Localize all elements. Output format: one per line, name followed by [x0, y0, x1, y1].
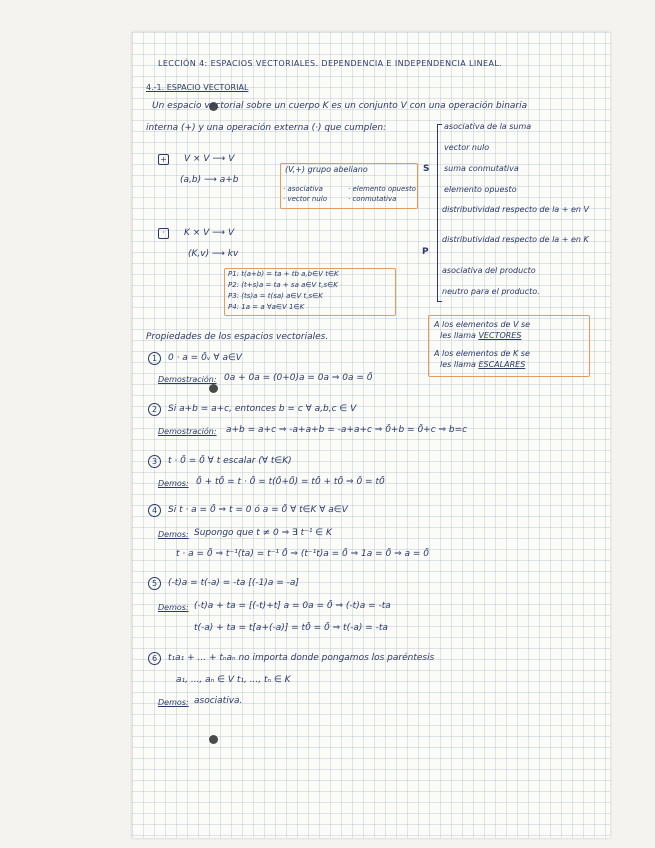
- notebook-page: [132, 32, 610, 838]
- note-escalares: ESCALARES: [478, 360, 526, 369]
- property-3-demo-label: Demos:: [158, 479, 189, 488]
- property-6-statement: t₁a₁ + ... + tₙaₙ no importa donde pongamos los paréntesis: [168, 653, 435, 663]
- page-title: LECCIÓN 4: ESPACIOS VECTORIALES. DEPENDENCIA E INDEPENDENCIA LINEAL.: [158, 59, 503, 68]
- property-6-demo: asociativa.: [194, 696, 243, 706]
- property-2-demo: a+b = a+c ⇒ -a+a+b = -a+a+c ⇒ 0̄+b = 0̄+c ⇒ b=c: [226, 425, 468, 435]
- binder-hole: [209, 384, 218, 393]
- property-number-3: 3: [148, 455, 161, 468]
- properties-heading: Propiedades de los espacios vectoriales.: [146, 332, 329, 342]
- abelian-group-title: (V,+) grupo abeliano: [285, 165, 368, 174]
- axiom-prod-3: asociativa del producto: [442, 266, 536, 275]
- property-5-statement: (-t)a = t(-a) = -ta [(-1)a = -a]: [168, 578, 299, 588]
- property-2-demo-label: Demostración:: [158, 427, 217, 436]
- property-4-statement: Si t · a = 0̄ ⇒ t = 0 ó a = 0̄ ∀ t∈K ∀ a∈V: [168, 505, 348, 515]
- abelian-item-2: · elemento opuesto: [348, 185, 416, 193]
- abelian-item-1: · asociativa: [283, 185, 323, 193]
- dot-operation-symbol: ·: [158, 228, 169, 239]
- axiom-sum-1: asociativa de la suma: [444, 122, 532, 131]
- plus-mapping: (a,b) ⟶ a+b: [180, 175, 239, 185]
- note-vectores: VECTORES: [478, 331, 522, 340]
- property-5-demo-2: t(-a) + ta = t[a+(-a)] = t0̄ = 0̄ ⇒ t(-a) = -ta: [194, 623, 388, 633]
- property-1-demo-label: Demostración:: [158, 375, 217, 384]
- property-1-demo: 0a + 0a = (0+0)a = 0a ⇒ 0a = 0̄: [224, 373, 373, 383]
- property-3-demo: 0̄ + t0̄ = t · 0̄ = t(0̄+0̄) = t0̄ + t0̄ ⇒ 0̄ = t0̄: [196, 477, 385, 487]
- property-number-2: 2: [148, 403, 161, 416]
- property-number-4: 4: [148, 504, 161, 517]
- plus-operation-symbol: +: [158, 154, 169, 165]
- property-5-demo-label: Demos:: [158, 603, 189, 612]
- property-5-demo-1: (-t)a + ta = [(-t)+t] a = 0a = 0̄ ⇒ (-t)a = -ta: [194, 601, 391, 611]
- plus-domain: V × V ⟶ V: [184, 154, 235, 164]
- property-number-1: 1: [148, 352, 161, 365]
- property-4-demo-2: t · a = 0̄ ⇒ t⁻¹(ta) = t⁻¹ 0̄ ⇒ (t⁻¹t)a = 0̄ ⇒ 1a = 0̄ ⇒ a = 0̄: [176, 549, 430, 559]
- property-4-demo-1: Supongo que t ≠ 0 ⇒ ∃ t⁻¹ ∈ K: [194, 528, 332, 538]
- product-prop-4: P4: 1a = a ∀a∈V 1∈K: [228, 303, 305, 311]
- axiom-prod-4: neutro para el producto.: [442, 287, 540, 296]
- axiom-sum-4: elemento opuesto: [444, 185, 517, 194]
- note-line-1: A los elementos de V se: [434, 320, 531, 329]
- abelian-item-3: · vector nulo: [283, 195, 327, 203]
- dot-domain: K × V ⟶ V: [184, 228, 235, 238]
- binder-hole: [209, 735, 218, 744]
- label-p: P: [422, 247, 429, 257]
- property-6-demo-label: Demos:: [158, 698, 189, 707]
- product-prop-2: P2: (t+s)a = ta + sa a∈V t,s∈K: [228, 281, 338, 289]
- property-2-statement: Si a+b = a+c, entonces b = c ∀ a,b,c ∈ V: [168, 404, 357, 414]
- intro-line-1: Un espacio vectorial sobre un cuerpo K es un conjunto V con una operación binaria: [152, 101, 528, 111]
- note-line-2: [440, 330, 521, 341]
- property-1-statement: 0 · a = 0̄ᵥ ∀ a∈V: [168, 353, 242, 363]
- dot-mapping: (K,v) ⟶ kv: [188, 249, 239, 259]
- axiom-sum-2: vector nulo: [444, 143, 490, 152]
- property-6-statement-2: a₁, ..., aₙ ∈ V t₁, ..., tₙ ∈ K: [176, 675, 291, 685]
- property-3-statement: t · 0̄ = 0̄ ∀ t escalar (∀ t∈K): [168, 456, 292, 466]
- note-line-3: A los elementos de K se: [434, 349, 530, 358]
- property-4-demo-label: Demos:: [158, 530, 189, 539]
- axiom-prod-2: distributividad respecto de la + en K: [442, 235, 589, 244]
- note-line-2-text: les llama: [440, 331, 476, 340]
- note-line-4: [440, 359, 525, 370]
- section-heading: 4.-1. ESPACIO VECTORIAL: [146, 83, 249, 92]
- abelian-item-4: · conmutativa: [348, 195, 397, 203]
- product-prop-1: P1: t(a+b) = ta + tb a,b∈V t∈K: [228, 270, 339, 278]
- label-s: S: [423, 164, 430, 174]
- axiom-prod-1: distributividad respecto de la + en V: [442, 205, 589, 214]
- axiom-sum-3: suma conmutativa: [444, 164, 519, 173]
- property-number-5: 5: [148, 577, 161, 590]
- product-prop-3: P3: (ts)a = t(sa) a∈V t,s∈K: [228, 292, 323, 300]
- property-number-6: 6: [148, 652, 161, 665]
- intro-line-2: interna (+) y una operación externa (·) que cumplen:: [146, 123, 387, 133]
- note-line-4-text: les llama: [440, 360, 476, 369]
